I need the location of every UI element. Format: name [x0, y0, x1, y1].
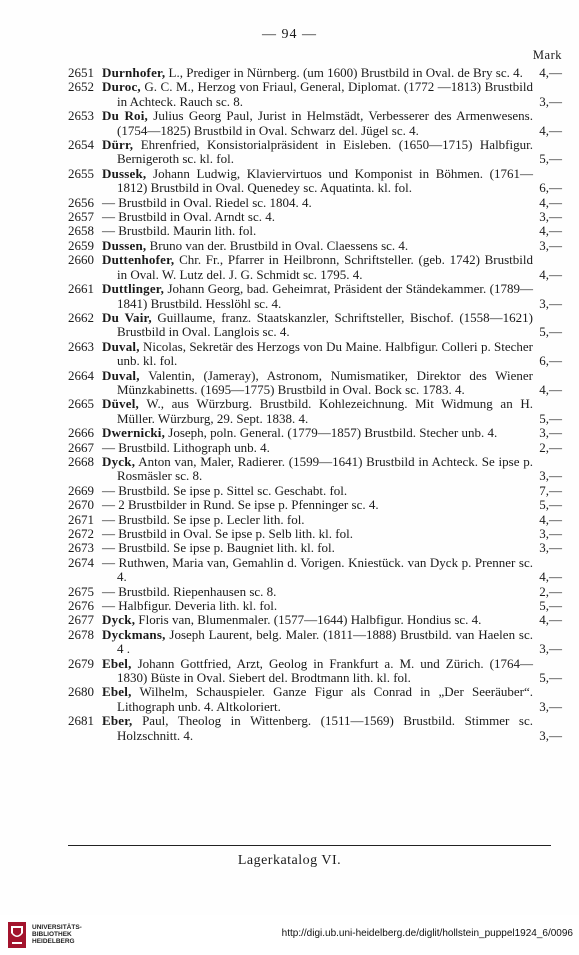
entry-description: Joseph Laurent, belg. Maler. (1811—1888) Brustbild. van Haelen sc. 4 . — [117, 626, 533, 657]
entry-price: 5,— — [539, 670, 562, 686]
entry-description: L., Prediger in Nürnberg. (um 1600) Brustbild in Oval. de Bry sc. 4. — [168, 65, 523, 80]
catalog-entry — [0, 657, 579, 686]
entry-text — [102, 109, 533, 138]
entry-text — [102, 66, 533, 80]
catalog-entry — [0, 167, 579, 196]
entry-description: — 2 Brustbilder in Rund. Se ipse p. Pfenninger sc. 4. — [102, 497, 379, 513]
entry-description: — Brustbild in Oval. Se ipse p. Selb lith. kl. fol. — [102, 526, 353, 541]
entry-description: — Brustbild. Se ipse p. Sittel sc. Geschabt. fol. — [102, 482, 348, 498]
catalog-entry — [0, 513, 579, 527]
university-seal-icon — [7, 921, 27, 949]
entry-number: 2665 — [68, 396, 94, 412]
entry-price: 4,— — [539, 65, 562, 80]
catalog-entries — [0, 66, 579, 743]
entry-name: Du Roi, — [102, 108, 149, 124]
entry-number: 2656 — [68, 194, 94, 210]
entry-text — [102, 513, 533, 527]
catalog-entry — [0, 541, 579, 555]
entry-description: Floris van, Blumenmaler. (1577—1644) Halbfigur. Hondius sc. 4. — [138, 612, 482, 628]
entry-text — [102, 210, 533, 224]
entry-description: — Brustbild in Oval. Riedel sc. 1804. 4. — [102, 194, 312, 210]
entry-number: 2670 — [68, 497, 94, 513]
catalog-entry — [0, 210, 579, 224]
entry-description: Wilhelm, Schauspieler. Ganze Figur als Conrad in „Der Seeräuber“. Lithograph unb. 4. Altkoloriert. — [117, 684, 534, 714]
entry-text — [102, 455, 533, 484]
entry-description: — Brustbild in Oval. Arndt sc. 4. — [102, 209, 275, 225]
entry-number: 2675 — [68, 583, 94, 599]
entry-description: W., aus Würzburg. Brustbild. Kohlezeichnung. Mit Widmung an H. Müller. Würzburg, 29. Sept. 1838. 4. — [117, 396, 533, 426]
catalog-entry — [0, 253, 579, 282]
entry-price: 5,— — [539, 497, 562, 513]
entry-price: 5,— — [539, 598, 562, 614]
entry-description: Anton van, Maler, Radierer. (1599—1641) Brustbild in Achteck. Se ipse p. Rosmäsler sc. 8. — [117, 453, 533, 484]
source-url-link[interactable]: http://digi.ub.uni-heidelberg.de/diglit/hollstein_puppel1924_6/0096 — [281, 928, 573, 939]
entry-text — [102, 239, 533, 253]
entry-price: 4,— — [539, 122, 562, 138]
entry-text — [102, 167, 533, 196]
entry-number: 2668 — [68, 453, 94, 469]
entry-number: 2664 — [68, 367, 94, 383]
catalog-entry — [0, 109, 579, 138]
entry-description: — Brustbild. Se ipse p. Baugniet lith. kl. fol. — [102, 540, 335, 556]
entry-name: Dyckmans, — [102, 626, 166, 642]
entry-number: 2669 — [68, 482, 94, 498]
catalog-entry — [0, 282, 579, 311]
entry-text — [102, 498, 533, 512]
entry-name: Dyck, — [102, 453, 136, 469]
entry-number: 2659 — [68, 237, 94, 253]
catalog-entry — [0, 340, 579, 369]
entry-price: 3,— — [539, 468, 562, 484]
entry-price: 3,— — [539, 425, 562, 441]
entry-number: 2667 — [68, 439, 94, 455]
catalog-entry — [0, 138, 579, 167]
entry-text — [102, 196, 533, 210]
entry-name: Dussen, — [102, 237, 147, 253]
entry-description: Bruno van der. Brustbild in Oval. Claessens sc. 4. — [149, 237, 409, 253]
catalog-entry — [0, 66, 579, 80]
footer-rule — [68, 845, 551, 846]
entry-description: Johann Gottfried, Arzt, Geolog in Frankfurt a. M. und Zürich. (1764—1830) Büste in Oval. Siebert del. Brodtmann lith. kl. fol. — [117, 655, 534, 686]
catalog-entry — [0, 311, 579, 340]
library-name: UNIVERSITÄTS- BIBLIOTHEK HEIDELBERG — [32, 924, 82, 945]
entry-number: 2661 — [68, 281, 94, 297]
entry-description: — Brustbild. Riepenhausen sc. 8. — [102, 583, 277, 599]
entry-text — [102, 340, 533, 369]
catalog-entry — [0, 80, 579, 109]
entry-price: 4,— — [539, 223, 562, 239]
entry-text — [102, 224, 533, 238]
entry-number: 2652 — [68, 79, 94, 95]
catalog-entry — [0, 714, 579, 743]
entry-price: 3,— — [539, 540, 562, 556]
entry-number: 2660 — [68, 252, 94, 268]
entry-text — [102, 714, 533, 743]
entry-number: 2672 — [68, 526, 94, 541]
entry-text — [102, 311, 533, 340]
entry-description: — Halbfigur. Deveria lith. kl. fol. — [102, 598, 278, 614]
entry-text — [102, 253, 533, 282]
entry-text — [102, 657, 533, 686]
entry-price: 4,— — [539, 511, 562, 527]
entry-price: 4,— — [539, 569, 562, 585]
entry-name: Ebel, — [102, 684, 132, 700]
entry-name: Du Vair, — [102, 309, 152, 325]
entry-name: Düvel, — [102, 396, 139, 412]
entry-price: 2,— — [539, 583, 562, 599]
entry-text — [102, 541, 533, 555]
entry-price: 6,— — [539, 353, 562, 369]
entry-description: G. C. M., Herzog von Friaul, General, Diplomat. (1772 —1813) Brustbild in Achteck. Rauch sc. 8. — [117, 79, 533, 109]
catalog-entry — [0, 426, 579, 440]
entry-description: Guillaume, franz. Staatskanzler, Schriftsteller, Bischof. (1558—1621) Brustbild in Oval. Langlois sc. 4. — [117, 309, 533, 340]
catalog-entry — [0, 585, 579, 599]
entry-price: 4,— — [539, 612, 562, 628]
entry-text — [102, 282, 533, 311]
entry-text — [102, 628, 533, 657]
entry-description: — Brustbild. Se ipse p. Lecler lith. fol. — [102, 511, 305, 527]
catalog-entry — [0, 224, 579, 238]
entry-number: 2663 — [68, 338, 94, 354]
entry-number: 2655 — [68, 165, 94, 181]
entry-description: — Ruthwen, Maria van, Gemahlin d. Vorigen. Kniestück. van Dyck p. Prenner sc. 4. — [102, 554, 533, 585]
entry-description: Julius Georg Paul, Jurist in Helmstädt, Verbesserer des Armenwesens. (1754—1825) Brustbild in Oval. Schwarz del. Jügel sc. 4. — [117, 108, 533, 138]
entry-name: Dyck, — [102, 612, 136, 628]
entry-price: 4,— — [539, 266, 562, 282]
entry-price: 3,— — [539, 237, 562, 253]
entry-price: 5,— — [539, 324, 562, 340]
entry-price: 3,— — [539, 526, 562, 541]
catalog-entry — [0, 239, 579, 253]
entry-name: Durnhofer, — [102, 65, 166, 80]
catalog-footer: Lagerkatalog VI. — [237, 853, 342, 868]
entry-name: Ebel, — [102, 655, 132, 671]
entry-description: Johann Georg, bad. Geheimrat, Präsident der Ständekammer. (1789—1841) Brustbild. Hesslöhl sc. 4. — [117, 281, 533, 311]
entry-price: 3,— — [539, 295, 562, 311]
entry-name: Dussek, — [102, 165, 147, 181]
entry-number: 2653 — [68, 108, 94, 124]
entry-number: 2678 — [68, 626, 94, 642]
entry-price: 5,— — [539, 410, 562, 426]
catalog-entry — [0, 196, 579, 210]
catalog-entry — [0, 498, 579, 512]
entry-price: 5,— — [539, 151, 562, 167]
entry-text — [102, 441, 533, 455]
catalog-entry — [0, 599, 579, 613]
entry-text — [102, 369, 533, 398]
viewer-bottom-bar — [0, 915, 579, 955]
entry-number: 2662 — [68, 309, 94, 325]
catalog-entry — [0, 556, 579, 585]
entry-name: Duttlinger, — [102, 281, 165, 297]
entry-price: 4,— — [539, 194, 562, 210]
mark-column-header: Mark — [532, 48, 562, 62]
entry-name: Duroc, — [102, 79, 141, 95]
entry-text — [102, 527, 533, 541]
catalog-entry — [0, 628, 579, 657]
entry-number: 2658 — [68, 223, 94, 239]
entry-description: Johann Ludwig, Klaviervirtuos und Komponist in Böhmen. (1761—1812) Brustbild in Oval. Quenedey sc. Aquatinta. kl. fol. — [117, 165, 534, 196]
catalog-entry — [0, 369, 579, 398]
entry-description: — Brustbild. Lithograph unb. 4. — [102, 439, 270, 455]
entry-text — [102, 426, 533, 440]
entry-text — [102, 397, 533, 426]
entry-price: 3,— — [539, 209, 562, 225]
entry-description: Valentin, (Jameray), Astronom, Numismatiker, Direktor des Wiener Münzkabinetts. (1695—1775) Brustbild in Oval. Bock sc. 1783. 4. — [117, 367, 533, 397]
entry-text — [102, 613, 533, 627]
entry-number: 2681 — [68, 713, 94, 729]
entry-description: — Brustbild. Maurin lith. fol. — [102, 223, 257, 239]
catalog-entry — [0, 397, 579, 426]
entry-price: 2,— — [539, 439, 562, 455]
catalog-entry — [0, 613, 579, 627]
entry-name: Duval, — [102, 338, 140, 354]
entry-price: 3,— — [539, 698, 562, 714]
entry-number: 2666 — [68, 425, 94, 441]
entry-price: 6,— — [539, 180, 562, 196]
entry-text — [102, 80, 533, 109]
entry-description: Paul, Theolog in Wittenberg. (1511—1569) Brustbild. Stimmer sc. Holzschnitt. 4. — [117, 713, 534, 743]
entry-number: 2676 — [68, 598, 94, 614]
entry-text — [102, 484, 533, 498]
entry-description: Ehrenfried, Konsistorialpräsident in Eisleben. (1650—1715) Halbfigur. Bernigeroth sc. kl. fol. — [117, 137, 533, 167]
entry-number: 2673 — [68, 540, 94, 556]
entry-price: 7,— — [539, 482, 562, 498]
catalog-entry — [0, 527, 579, 541]
page-number: — 94 — — [262, 27, 317, 42]
entry-number: 2679 — [68, 655, 94, 671]
entry-description: Nicolas, Sekretär des Herzogs von Du Maine. Halbfigur. Colleri p. Stecher unb. kl. fol. — [117, 338, 534, 369]
entry-text — [102, 556, 533, 585]
entry-name: Duval, — [102, 367, 140, 383]
entry-number: 2674 — [68, 554, 94, 570]
entry-number: 2680 — [68, 684, 94, 700]
entry-number: 2677 — [68, 612, 94, 628]
catalog-entry — [0, 441, 579, 455]
entry-text — [102, 138, 533, 167]
entry-price: 3,— — [539, 93, 562, 109]
entry-price: 3,— — [539, 727, 562, 743]
entry-name: Dürr, — [102, 137, 134, 153]
entry-name: Dwernicki, — [102, 425, 166, 441]
entry-name: Duttenhofer, — [102, 252, 175, 268]
entry-description: Chr. Fr., Pfarrer in Heilbronn, Schriftsteller. (geb. 1742) Brustbild in Oval. W. Lutz del. J. G. Schmidt sc. 1795. 4. — [117, 252, 533, 282]
catalog-entry — [0, 455, 579, 484]
catalog-entry — [0, 685, 579, 714]
catalog-entry — [0, 484, 579, 498]
entry-number: 2657 — [68, 209, 94, 225]
entry-price: 4,— — [539, 381, 562, 397]
entry-price: 3,— — [539, 641, 562, 657]
entry-text — [102, 585, 533, 599]
entry-description: Joseph, poln. General. (1779—1857) Brustbild. Stecher unb. 4. — [168, 425, 498, 441]
entry-number: 2671 — [68, 511, 94, 527]
entry-number: 2651 — [68, 65, 94, 80]
entry-name: Eber, — [102, 713, 133, 729]
entry-text — [102, 599, 533, 613]
entry-number: 2654 — [68, 137, 94, 153]
entry-text — [102, 685, 533, 714]
